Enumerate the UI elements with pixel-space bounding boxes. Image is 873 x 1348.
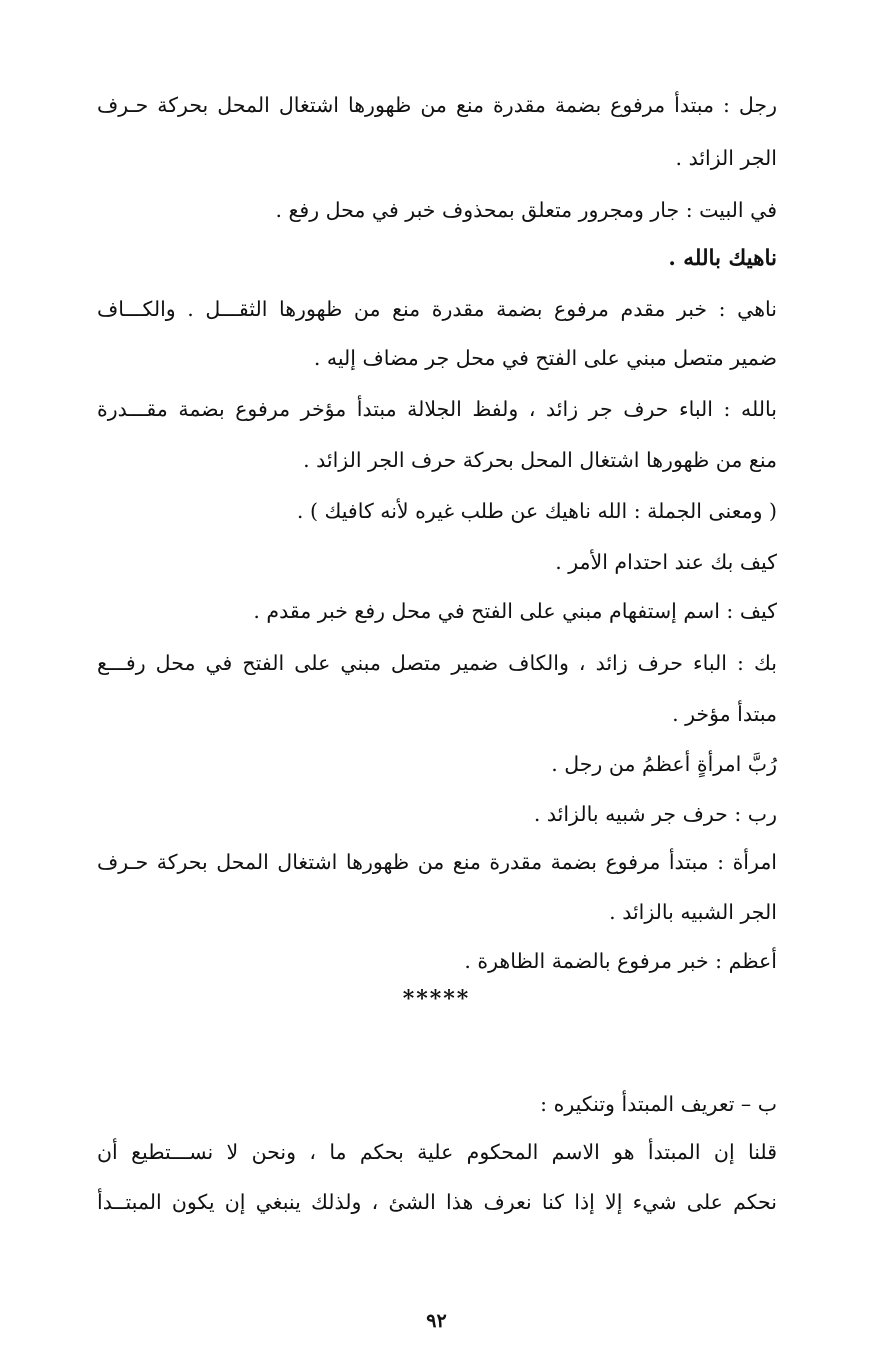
- text-line: امرأة : مبتدأ مرفوع بضمة مقدرة منع من ظهورها اشتغال المحل بحركة حـرف: [97, 850, 777, 874]
- example-heading: رُبَّ امرأةٍ أعظمُ من رجل .: [551, 752, 777, 776]
- text-line: قلنا إن المبتدأ هو الاسم المحكوم علية بحكم ما ، ونحن لا نســـتطيع أن: [97, 1140, 777, 1164]
- example-heading: ناهيك بالله .: [668, 246, 777, 271]
- text-line: نحكم على شيء إلا إذا كنا نعرف هذا الشئ ، ولذلك ينبغي إن يكون المبتــدأ: [97, 1190, 777, 1214]
- text-line: كيف : اسم إستفهام مبني على الفتح في محل رفع خبر مقدم .: [253, 599, 777, 623]
- text-line: منع من ظهورها اشتغال المحل بحركة حرف الجر الزائد .: [303, 448, 777, 472]
- section-heading: ب – تعريف المبتدأ وتنكيره :: [540, 1092, 777, 1116]
- text-line: في البيت : جار ومجرور متعلق بمحذوف خبر في محل رفع .: [275, 198, 777, 222]
- text-line: بك : الباء حرف زائد ، والكاف ضمير متصل مبني على الفتح في محل رفـــع: [97, 651, 777, 675]
- text-line: مبتدأ مؤخر .: [672, 702, 777, 726]
- text-line: أعظم : خبر مرفوع بالضمة الظاهرة .: [464, 949, 777, 973]
- text-line: الجر الزائد .: [675, 146, 777, 170]
- page-number: ٩٢: [426, 1310, 447, 1332]
- example-heading: كيف بك عند احتدام الأمر .: [555, 550, 777, 574]
- text-line: بالله : الباء حرف جر زائد ، ولفظ الجلالة مبتدأ مؤخر مرفوع بضمة مقـــدرة: [97, 397, 777, 421]
- text-line: ناهي : خبر مقدم مرفوع بضمة مقدرة منع من ظهورها الثقـــل . والكـــاف: [97, 297, 777, 321]
- text-line: رجل : مبتدأ مرفوع بضمة مقدرة منع من ظهورها اشتغال المحل بحركة حـرف: [97, 93, 777, 117]
- section-separator: *****: [402, 986, 471, 1012]
- text-line: ( ومعنى الجملة : الله ناهيك عن طلب غيره لأنه كافيك ) .: [296, 499, 777, 523]
- text-line: رب : حرف جر شبيه بالزائد .: [533, 802, 777, 826]
- text-line: الجر الشبيه بالزائد .: [609, 900, 777, 924]
- text-line: ضمير متصل مبني على الفتح في محل جر مضاف إليه .: [313, 346, 777, 370]
